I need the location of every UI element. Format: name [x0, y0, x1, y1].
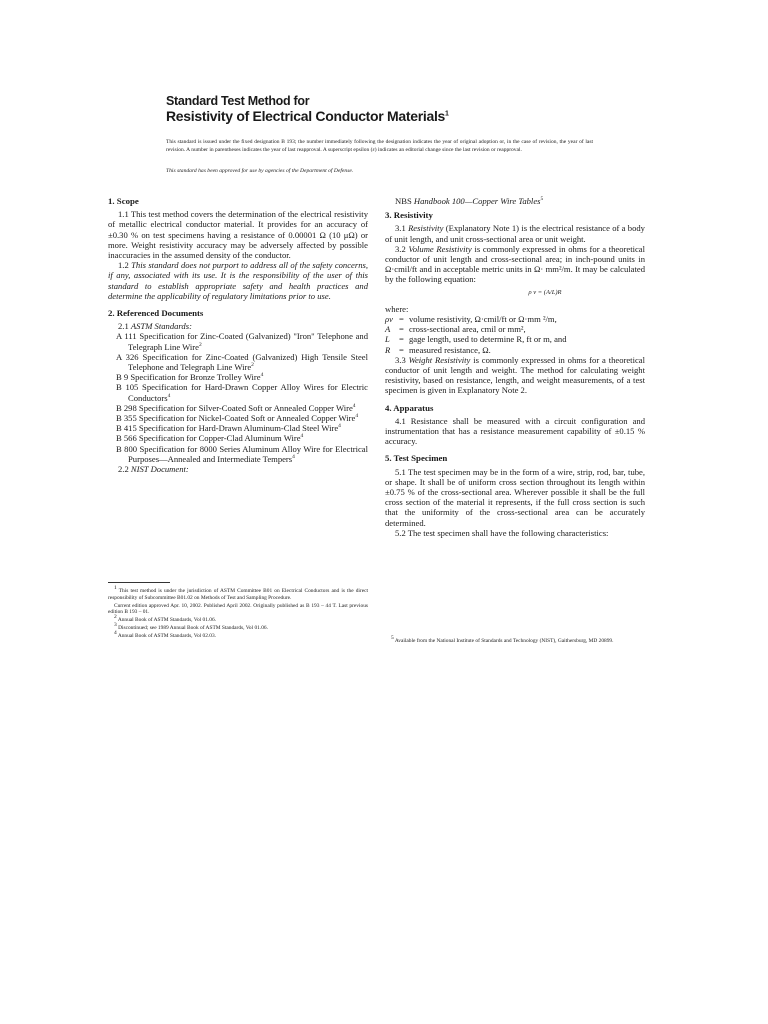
right-column: [385, 196, 645, 538]
variable-definitions: [385, 314, 645, 355]
para-5-2: 5.2 The test specimen shall have the following characteristics:: [395, 527, 609, 538]
reference-item: B 298 Specification for Silver-Coated Soft or Annealed Copper Wire$^4$: [116, 402, 356, 413]
section-referenced-documents-heading: 2. Referenced Documents: [108, 308, 204, 319]
variable-definition-row: L = gage length, used to determine R, ft or m, and: [385, 334, 567, 345]
volume-resistivity-equation: ρ v = (A/L)R: [528, 288, 562, 296]
designation-notice: This standard is issued under the fixed designation B 193; the number immediately following the designation indicates the year of original adoption or, in the case of revision, the year of last revision. A number in parentheses indicates the year of last reapproval. A superscript epsilon (ε) indicates an editorial change since the last revision or reapproval.: [166, 139, 593, 153]
footnote-item: Current edition approved Apr. 10, 2002. Published April 2002. Originally published as B 193 – 44 T. Last previous edition B 193 – 01.: [108, 602, 368, 616]
title-line-1: Standard Test Method for: [166, 94, 310, 108]
para-2-1: 2.1 ASTM Standards:: [118, 321, 192, 332]
para-3-2: 3.2 Volume Resistivity is commonly expressed in ohms for a theoretical conductor of unit length and cross-sectional area; in inch-pound units in Ω·cmil/ft and in acceptable metric units in Ω· mm²/m. It may be calculated by the following equation:: [385, 243, 645, 285]
para-3-3: 3.3 Weight Resistivity is commonly expressed in ohms for a theoretical conductor of unit length and weight. The method for calculating weight resistivity, based on resistance, length, and weight measurements, of a test specimen is given in Explanatory Note 2.: [385, 354, 645, 396]
reference-item: B 800 Specification for 8000 Series Aluminum Alloy Wire for Electrical Purposes—Annealed and Intermediate Tempers$^4$: [116, 443, 368, 464]
footnote-item: $^2$ Annual Book of ASTM Standards, Vol 01.06.: [114, 614, 216, 624]
footnote-item: $^4$ Annual Book of ASTM Standards, Vol 02.03.: [114, 629, 216, 639]
title-line-2: Resistivity of Electrical Conductor Materials$^1$: [166, 108, 449, 124]
footnote-rule: [108, 582, 170, 583]
reference-list: [108, 331, 368, 464]
variable-definition-row: R = measured resistance, Ω.: [385, 344, 491, 355]
reference-item: B 566 Specification for Copper-Clad Aluminum Wire$^4$: [116, 433, 304, 444]
section-resistivity-heading: 3. Resistivity: [385, 210, 433, 221]
left-footnotes: [108, 585, 368, 641]
para-5-1: 5.1 The test specimen may be in the form of a wire, strip, rod, bar, tube, or shape. It shall be of uniform cross section throughout its length within ±0.75 % of the cross-sectional area. Wherever possible it shall be the full cross section of the material it represents, if the full cross section is such that the uniformity of the cross-sectional area can be accurately determined.: [385, 466, 645, 528]
reference-item: B 9 Specification for Bronze Trolley Wire$^4$: [116, 372, 264, 383]
title-footnote-marker: 1: [445, 110, 449, 118]
variable-definition-row: ρv = volume resistivity, Ω·cmil/ft or Ω·mm ²/m,: [385, 314, 557, 325]
para-3-1: 3.1 Resistivity (Explanatory Note 1) is the electrical resistance of a body of unit length, and unit cross-sectional area or unit weight.: [385, 223, 645, 244]
footnote-item: $^3$ Discontinued; see 1989 Annual Book of ASTM Standards, Vol 01.06.: [114, 622, 268, 631]
reference-item: B 355 Specification for Nickel-Coated Soft or Annealed Copper Wire$^4$: [116, 413, 359, 424]
reference-item: B 415 Specification for Hard-Drawn Aluminum-Clad Steel Wire$^4$: [116, 423, 341, 434]
right-footnote: $^5$ Available from the National Institute of Standards and Technology (NIST), Gaithersburg, MD 20899.: [391, 635, 614, 644]
reference-item: A 111 Specification for Zinc-Coated (Galvanized) "Iron" Telephone and Telegraph Line Wire$^2$: [116, 331, 368, 352]
where-label: where:: [385, 303, 409, 314]
nbs-handbook-ref: NBS Handbook 100—Copper Wire Tables$^5$: [395, 196, 544, 206]
section-scope-heading: 1. Scope: [108, 196, 139, 206]
footnote-item: $^1$ This test method is under the jurisdiction of ASTM Committee B01 on Electrical Conductors and is the direct responsibility of Subcommittee B01.02 on Methods of Test and Sampling Procedure.: [108, 585, 368, 601]
para-1-1: 1.1 This test method covers the determination of the electrical resistivity of metallic electrical conductor material. It provides for an accuracy of ±0.30 % on test specimens having a resistance of 0.00001 Ω (10 μΩ) or more. Weight resistivity accuracy may be adversely affected by possible inaccuracies in the assumed density of the conductor.: [108, 209, 368, 261]
para-1-2: 1.2 This standard does not purport to address all of the safety concerns, if any, associated with its use. It is the responsibility of the user of this standard to establish appropriate safety and health practices and determine the applicability of regulatory limitations prior to use.: [108, 260, 368, 301]
dod-approval-note: This standard has been approved for use by agencies of the Department of Defense.: [166, 168, 354, 174]
section-test-specimen-heading: 5. Test Specimen: [385, 453, 448, 464]
reference-item: B 105 Specification for Hard-Drawn Copper Alloy Wires for Electric Conductors$^4$: [116, 382, 368, 403]
variable-definition-row: A = cross-sectional area, cmil or mm²,: [385, 324, 526, 335]
left-column: [108, 196, 368, 474]
section-apparatus-heading: 4. Apparatus: [385, 402, 434, 413]
para-4-1: 4.1 Resistance shall be measured with a circuit configuration and instrumentation that has a resistance measurement capability of ±0.15 % accuracy.: [385, 415, 645, 447]
para-2-2: 2.2 NIST Document:: [118, 464, 189, 475]
reference-item: A 326 Specification for Zinc-Coated (Galvanized) High Tensile Steel Telephone and Telegraph Line Wire$^2$: [116, 351, 368, 373]
